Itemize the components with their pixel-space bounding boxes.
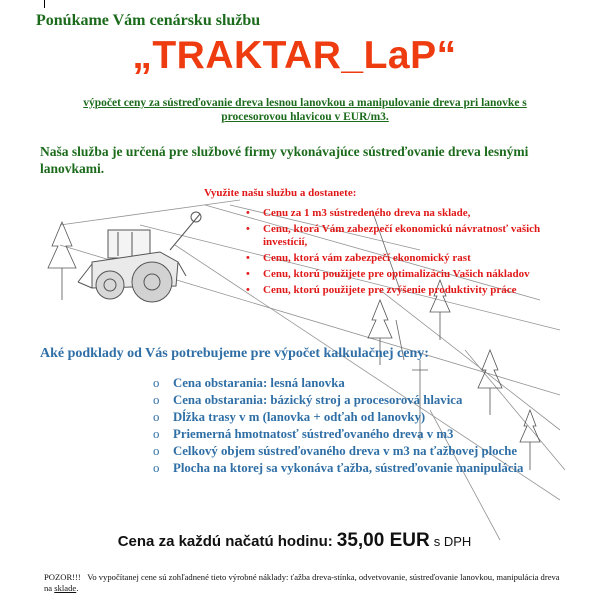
- intro-heading: Ponúkame Vám cenársku službu: [36, 12, 261, 29]
- requirement-item: o Cena obstarania: bázický stroj a procesorová hlavica: [153, 393, 553, 408]
- note-warning: POZOR!!!: [44, 572, 81, 582]
- benefits-list: [246, 207, 546, 300]
- requirements-heading: Aké podklady od Vás potrebujeme pre výpočet kalkulačnej ceny:: [40, 346, 429, 361]
- benefit-item: • Cenu, ktorú použijete pre optimalizáciu Vašich nákladov: [246, 268, 546, 281]
- note-text: Vo vypočítanej cene sú zohľadnené tieto výrobné náklady: ťažba dreva-stínka, odvetvovanie, sústreďovanie lanovkou, manipulácia dreva na: [44, 572, 560, 593]
- tractor-icon: [78, 212, 201, 302]
- requirement-item: o Cena obstarania: lesná lanovka: [153, 376, 553, 391]
- benefit-item: • Cenu, ktorá Vám zabezpečí ekonomickú návratnosť vašich investícií,: [246, 223, 546, 249]
- text-cursor: [44, 0, 45, 8]
- note-end: .: [76, 583, 79, 593]
- requirement-item: o Plocha na ktorej sa vykonáva ťažba, sústreďovanie manipulácia: [153, 461, 553, 476]
- requirement-item: o Priemerná hmotnatosť sústreďovaného dreva v m3: [153, 427, 553, 442]
- benefit-item: • Cenu, ktorú použijete pre zvýšenie produktivity práce: [246, 284, 546, 297]
- benefit-item: • Cenu za 1 m3 sústredeného dreva na sklade,: [246, 207, 546, 220]
- requirements-list: [153, 376, 553, 478]
- cost-note: [44, 572, 564, 594]
- benefit-item: • Cenu, ktorá vám zabezpečí ekonomický rast: [246, 252, 546, 265]
- product-title: „TRAKTAR_LaP“: [132, 34, 457, 77]
- price-value: 35,00 EUR: [336, 530, 430, 551]
- note-underlined-word: sklade: [54, 583, 77, 593]
- price-tax: s DPH: [433, 534, 472, 549]
- requirement-item: o Dĺžka trasy v m (lanovka + odťah od lanovky): [153, 410, 553, 425]
- price-label: Cena za každú načatú hodinu:: [117, 533, 333, 550]
- service-description: Naša služba je určená pre službové firmy vykonávajúce sústreďovanie dreva lesnými lanovkami.: [40, 144, 529, 176]
- hourly-price: [0, 530, 589, 552]
- service-subtitle: výpočet ceny za sústreďovanie dreva lesnou lanovkou a manipulovanie dreva pri lanovke s procesorovou hlavicou v EUR/m3.: [83, 97, 527, 123]
- benefits-heading: Využite našu službu a dostanete:: [204, 187, 357, 199]
- requirement-item: o Celkový objem sústreďovaného dreva v m3 na ťažbovej ploche: [153, 444, 553, 459]
